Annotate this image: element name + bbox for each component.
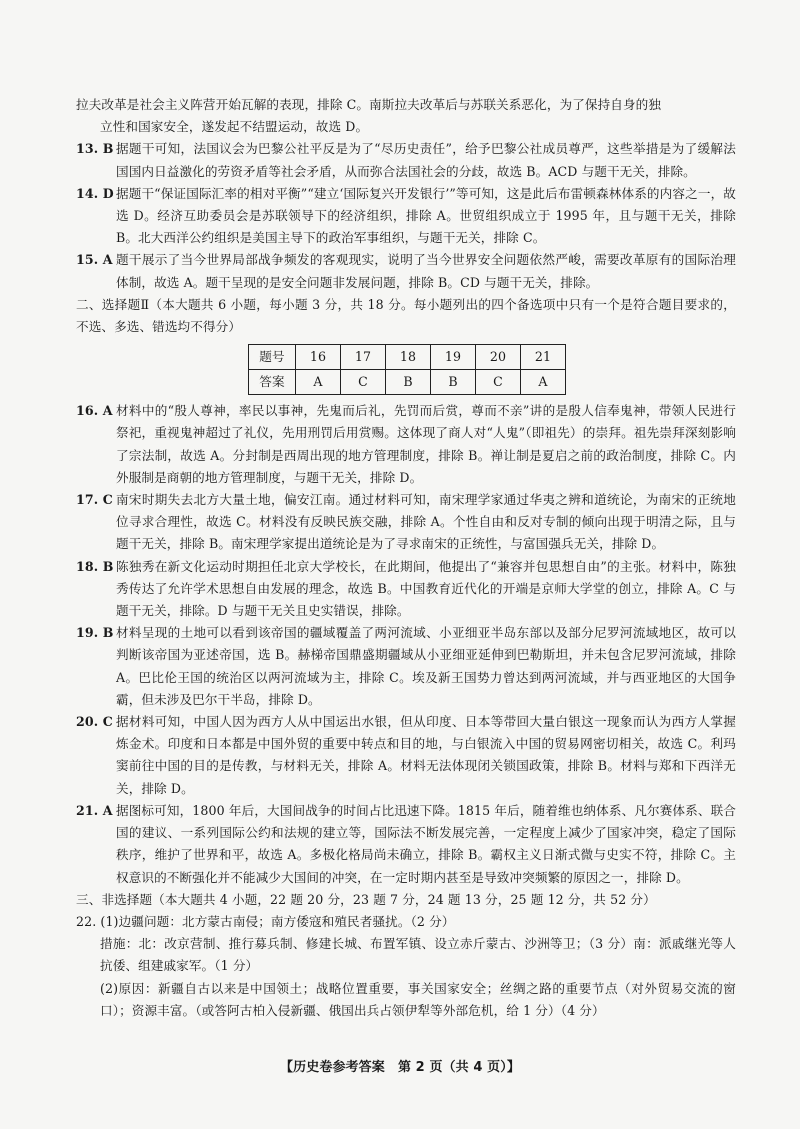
item-number: 15. A bbox=[76, 252, 113, 268]
answer-item-14 bbox=[76, 183, 736, 250]
table-cell-number: 17 bbox=[341, 345, 386, 370]
answer-item-13 bbox=[76, 138, 736, 182]
table-cell-number: 16 bbox=[296, 345, 341, 370]
table-answer-label: 答案 bbox=[249, 370, 296, 395]
item-number: 18. B bbox=[76, 558, 114, 574]
answer-item-20 bbox=[76, 711, 736, 800]
item-number: 13. B bbox=[76, 141, 114, 157]
answer-table-number-row bbox=[249, 345, 566, 370]
intro-line-1: 拉夫改革是社会主义阵营开始瓦解的表现，排除 C。南斯拉夫改革后与苏联关系恶化，为了保持自身的独 bbox=[76, 97, 662, 112]
item-explanation: 题干展示了当今世界局部战争频发的客观现实，说明了当今世界安全问题依然严峻，需要改革原有的国际治理体制，故选 A。题干呈现的是安全问题非发展问题，排除 B。CD 与题干无关，排除。 bbox=[116, 252, 736, 290]
table-cell-number: 18 bbox=[386, 345, 431, 370]
item-number: 21. A bbox=[76, 802, 113, 818]
item-number: 20. C bbox=[76, 714, 113, 730]
item-number: 14. D bbox=[76, 185, 114, 201]
table-cell-number: 19 bbox=[431, 345, 476, 370]
item-number: 17. C bbox=[76, 492, 113, 508]
item-explanation: 南宋时期失去北方大量土地，偏安江南。通过材料可知，南宋理学家通过华夷之辨和道统论，为南宋的正统地位寻求合理性，故选 C。材料没有反映民族交融，排除 A。个性自由和反对专制的倾向出现于明清之际，且与题干无关，排除 B。南宋理学家提出道统论是为了寻求南宋的正统性，与富国强兵无关，排除 D。 bbox=[116, 492, 736, 552]
item-explanation: 据材料可知，中国人因为西方人从中国运出水银，但从印度、日本等带回大量白银这一现象而认为西方人掌握炼金术。印度和日本都是中国外贸的重要中转点和目的地，与白银流入中国的贸易网密切相关，故选 C。利玛窦前往中国的目的是传教，与材料无关，排除 A。材料无法体现闭关锁国政策，排除 B。材料与郑和下西洋无关，排除 D。 bbox=[116, 714, 736, 796]
table-cell-answer: B bbox=[431, 370, 476, 395]
answer-item-15 bbox=[76, 249, 736, 293]
item-explanation: 陈独秀在新文化运动时期担任北京大学校长，在此期间，他提出了“兼容并包思想自由”的主张。材料中，陈独秀传达了允许学术思想自由发展的理念，故选 B。中国教育近代化的开端是京师大学堂的创立，排除 A。C 与题干无关，排除。D 与题干无关且史实错误，排除。 bbox=[116, 558, 736, 619]
table-cell-answer: A bbox=[296, 370, 341, 395]
q22-part2-reasons: (2)原因：新疆自古以来是中国领土；战略位置重要，事关国家安全；丝绸之路的重要节点（对外贸易交流的窗口）；资源丰富。（或答阿古柏入侵新疆、俄国出兵占领伊犁等外部危机，给 1 分）（4 分） bbox=[100, 980, 736, 1018]
q22-part1-measures: 措施：北：改京营制、推行募兵制、修建长城、布置军镇、设立赤斤蒙古、沙洲等卫；（3 分）南：派戚继光等人抗倭、组建戚家军。（1 分） bbox=[100, 936, 736, 974]
page-content bbox=[76, 94, 736, 1022]
answer-item-21 bbox=[76, 800, 736, 889]
item-number: 16. A bbox=[76, 403, 113, 419]
table-cell-number: 20 bbox=[476, 345, 521, 370]
answer-table-answer-row bbox=[249, 370, 566, 395]
item-explanation: 材料中的“殷人尊神，率民以事神，先鬼而后礼，先罚而后赏，尊而不亲”讲的是殷人信奉鬼神，带领人民进行祭祀，重视鬼神超过了礼仪，先用刑罚后用赏赐。这体现了商人对“人鬼”（即祖先）的崇拜。祖先崇拜深刻影响了宗法制，故选 A。分封制是西周出现的地方管理制度，排除 B。禅让制是夏启之前的政治制度，排除 C。内外服制是商朝的地方管理制度，与题干无关，排除 D。 bbox=[116, 403, 736, 485]
table-cell-answer: B bbox=[386, 370, 431, 395]
table-cell-answer: C bbox=[476, 370, 521, 395]
answer-item-18 bbox=[76, 556, 736, 623]
answer-item-17 bbox=[76, 489, 736, 556]
item-explanation: 据题干“保证国际汇率的相对平衡”“建立‘国际复兴开发银行’”等可知，这是此后布雷顿森林体系的内容之一，故选 D。经济互助委员会是苏联领导下的经济组织，排除 A。世贸组织成立于 1995 年，且与题干无关，排除 B。北大西洋公约组织是美国主导下的政治军事组织，与题干无关，排除 C。 bbox=[116, 185, 736, 246]
intro-line-2: 立性和国家安全，遂发起不结盟运动，故选 D。 bbox=[100, 119, 369, 135]
table-cell-answer: A bbox=[521, 370, 566, 395]
table-cell-number: 21 bbox=[521, 345, 566, 370]
q22-part1-problems: 22. (1)边疆问题：北方蒙古南侵；南方倭寇和殖民者骚扰。（2 分） bbox=[76, 913, 455, 929]
page-footer: 【历史卷参考答案 第 2 页（共 4 页）】 bbox=[280, 1060, 520, 1075]
section-2-heading: 二、选择题Ⅱ（本大题共 6 小题，每小题 3 分，共 18 分。每小题列出的四个备选项中只有一个是符合题目要求的，不选、多选、错选均不得分） bbox=[76, 296, 736, 335]
answer-item-19 bbox=[76, 622, 736, 711]
item-explanation: 据图标可知，1800 年后，大国间战争的时间占比迅速下降。1815 年后，随着维也纳体系、凡尔赛体系、联合国的建议、一系列国际公约和法规的建立等，国际法不断发展完善，一定程度上减少了国家冲突，稳定了国际秩序，维护了世界和平，故选 A。多极化格局尚未确立，排除 B。霸权主义日渐式微与史实不符，排除 C。主权意识的不断强化并不能减少大国间的冲突，在一定时期内甚至是导致冲突频繁的原因之一，排除 D。 bbox=[116, 802, 736, 885]
answer-table bbox=[248, 344, 566, 395]
table-cell-answer: C bbox=[341, 370, 386, 395]
answer-item-16 bbox=[76, 400, 736, 489]
section-3-heading: 三、非选择题（本大题共 4 小题，22 题 20 分，23 题 7 分，24 题 13 分，25 题 12 分，共 52 分） bbox=[76, 891, 656, 907]
table-header-label: 题号 bbox=[249, 345, 296, 370]
item-explanation: 据题干可知，法国议会为巴黎公社平反是为了“尽历史责任”，给予巴黎公社成员尊严，这些举措是为了缓解法国国内日益激化的劳资矛盾等社会矛盾，从而弥合法国社会的分歧，故选 B。ACD 与题干无关，排除。 bbox=[116, 141, 736, 179]
item-explanation: 材料呈现的土地可以看到该帝国的疆域覆盖了两河流域、小亚细亚半岛东部以及部分尼罗河流域地区，故可以判断该帝国为亚述帝国，选 B。赫梯帝国鼎盛期疆域从小亚细亚延伸到巴勒斯坦，并未包含尼罗河流域，排除 A。巴比伦王国的统治区以两河流域为主，排除 C。埃及新王国势力曾达到两河流域，并与西亚地区的大国争霸，但未涉及巴尔干半岛，排除 D。 bbox=[116, 625, 736, 707]
item-number: 19. B bbox=[76, 625, 114, 641]
